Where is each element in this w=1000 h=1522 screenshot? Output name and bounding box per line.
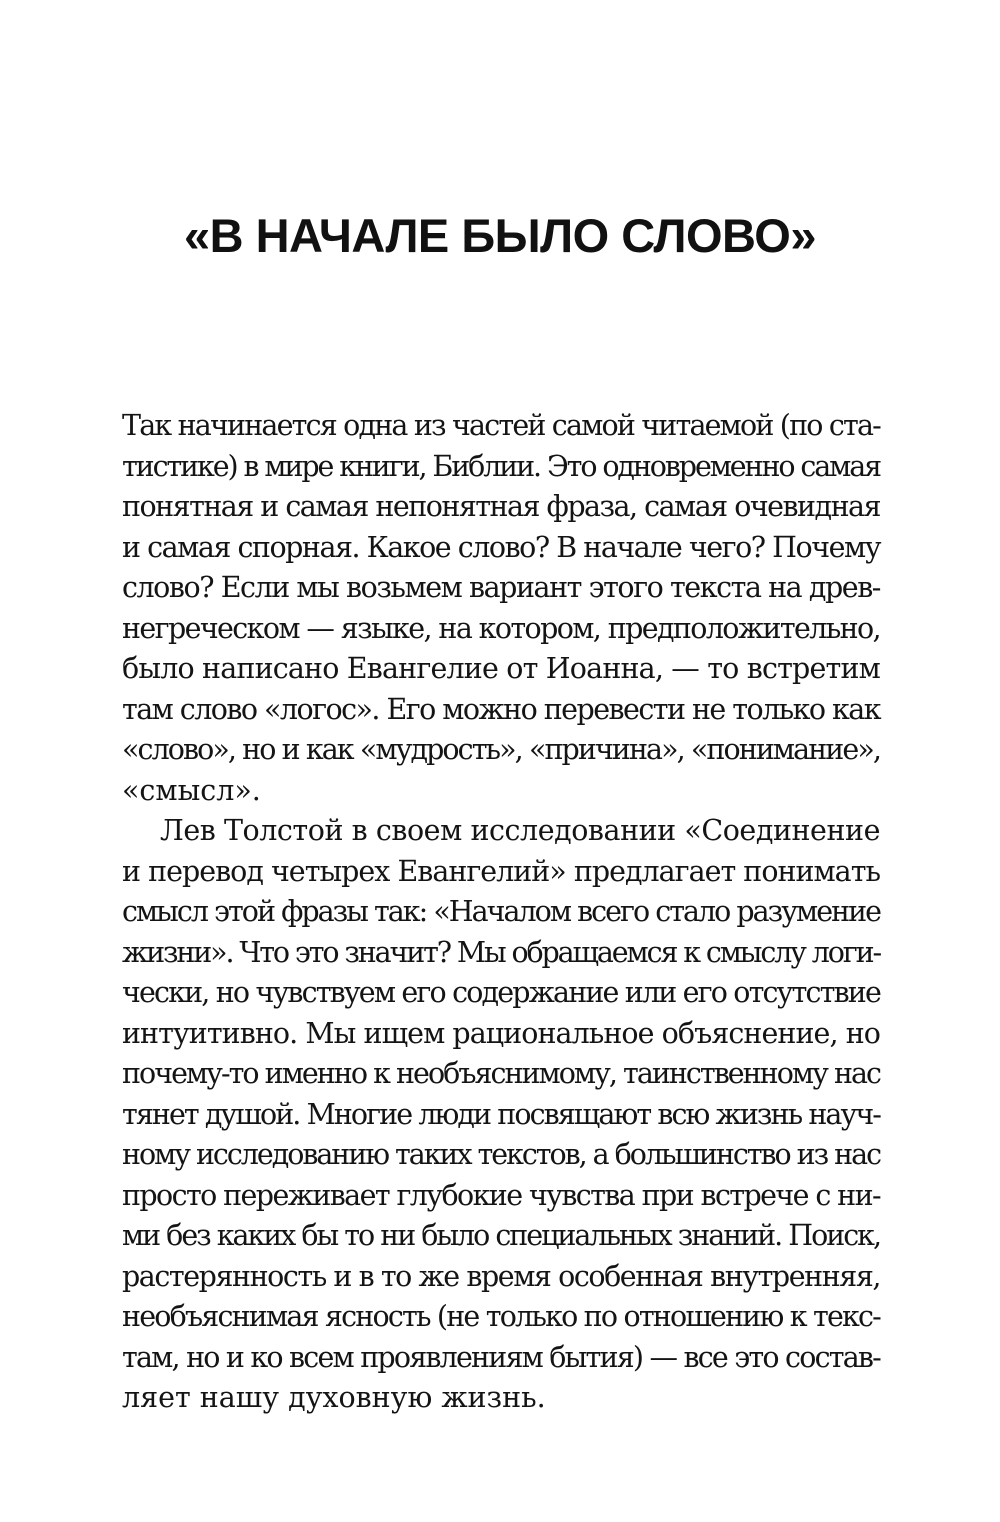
text-line: слово? Если мы возьмем вариант этого текста на древ- — [122, 571, 880, 604]
text-line: и перевод четырех Евангелий» предлагает понимать — [122, 854, 880, 888]
text-line: тистике) в мире книги, Библии. Это одновременно самая — [122, 449, 880, 483]
text-line: Лев Толстой в своем исследовании «Соединение — [160, 814, 880, 847]
text-line: негреческом — языке, на котором, предположительно, — [122, 611, 880, 645]
paragraph-1 — [122, 406, 880, 811]
text-line: смысл этой фразы так: «Началом всего стало разумение — [122, 895, 880, 928]
text-line: ми без каких бы то ни было специальных знаний. Поиск, — [122, 1219, 880, 1252]
text-line: интуитивно. Мы ищем рациональное объяснение, но — [122, 1016, 880, 1050]
text-line: растерянность и в то же время особенная внутренняя, — [122, 1259, 880, 1293]
text-line: понятная и самая непонятная фраза, самая очевидная — [122, 490, 880, 523]
text-line: «смысл». — [122, 773, 261, 807]
chapter-title: «В НАЧАЛЕ БЫЛО СЛОВО» — [183, 209, 817, 262]
text-line: ляет нашу духовную жизнь. — [122, 1381, 546, 1414]
text-line: жизни». Что это значит? Мы обращаемся к смыслу логи- — [122, 935, 880, 969]
text-line: просто переживает глубокие чувства при встрече с ни- — [122, 1178, 880, 1212]
text-line: необъяснимая ясность (не только по отношению к текс- — [122, 1300, 880, 1333]
text-line: и самая спорная. Какое слово? В начале чего? Почему — [122, 530, 880, 564]
text-line: ному исследованию таких текстов, а большинство из нас — [122, 1138, 880, 1171]
text-line: чески, но чувствуем его содержание или его отсутствие — [122, 976, 880, 1009]
text-line: «слово», но и как «мудрость», «причина», «понимание», — [122, 733, 880, 766]
text-line: почему-то именно к необъяснимому, таинственному нас — [122, 1057, 880, 1090]
text-line: там слово «логос». Его можно перевести не только как — [122, 692, 880, 726]
text-line: тянет душой. Многие люди посвящают всю жизнь науч- — [122, 1097, 880, 1131]
text-line: там, но и ко всем проявлениям бытия) — все это состав- — [122, 1340, 881, 1374]
paragraph-2 — [122, 811, 880, 1419]
body-text — [122, 406, 880, 1419]
text-line: Так начинается одна из частей самой читаемой (по ста- — [122, 409, 880, 442]
text-line: было написано Евангелие от Иоанна, — то встретим — [122, 652, 880, 685]
